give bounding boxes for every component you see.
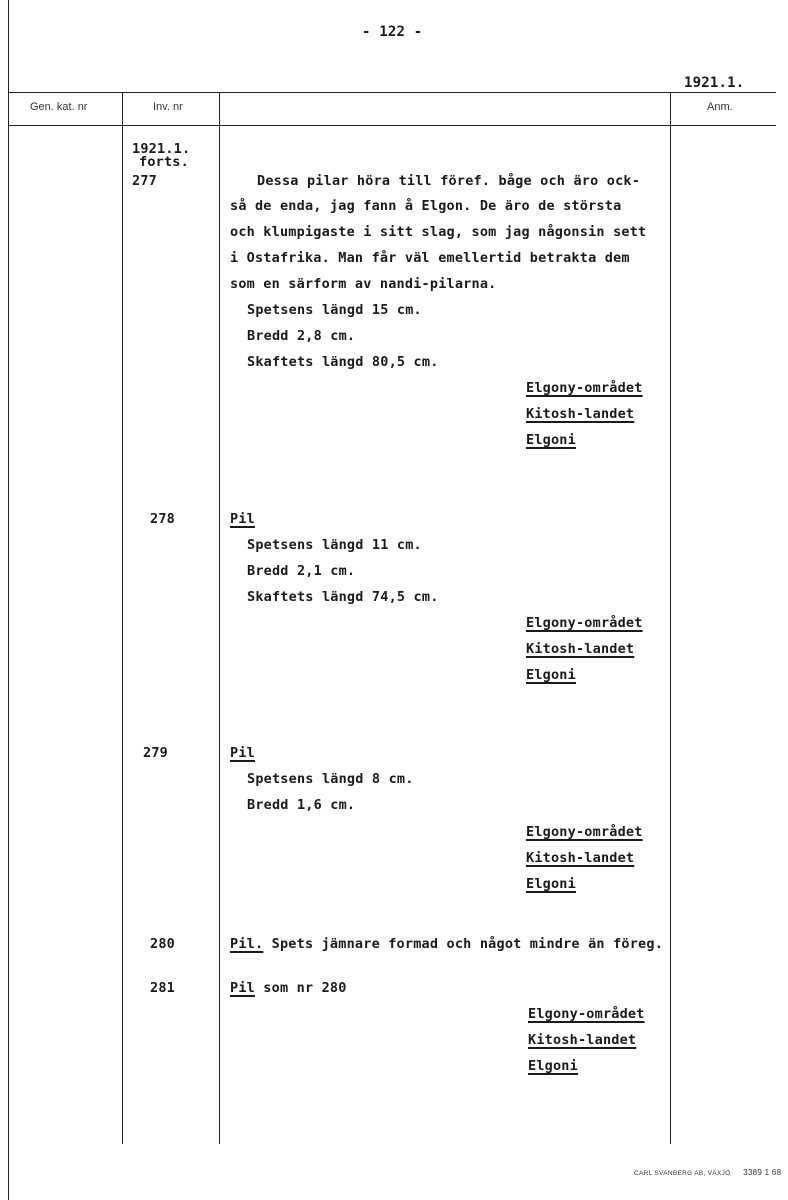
measure-277-shaft: Skaftets längd 80,5 cm. bbox=[247, 354, 439, 370]
measure-277-length: Spetsens längd 15 cm. bbox=[247, 302, 422, 318]
year-header: 1921.1. bbox=[684, 75, 745, 91]
desc-277-line-1: Dessa pilar höra till föref. båge och äro ock- bbox=[257, 173, 641, 189]
locality-278-region: Elgony-området bbox=[526, 615, 643, 631]
title-280: Pil. bbox=[230, 936, 264, 952]
measure-279-length: Spetsens längd 8 cm. bbox=[247, 771, 414, 787]
locality-281-region: Elgony-området bbox=[528, 1006, 645, 1022]
column-rule-2 bbox=[219, 92, 220, 1144]
locality-277-people: Elgoni bbox=[526, 432, 576, 448]
column-header-inv: Inv. nr bbox=[153, 101, 183, 113]
locality-279-region: Elgony-området bbox=[526, 824, 643, 840]
column-rule-1 bbox=[122, 92, 123, 1144]
desc-280 bbox=[230, 936, 663, 952]
desc-277-line-5: som en särform av nandi-pilarna. bbox=[230, 276, 497, 292]
inv-nr-279: 279 bbox=[143, 745, 168, 761]
header-bottom-rule bbox=[8, 125, 776, 126]
column-header-anm: Anm. bbox=[707, 101, 733, 113]
inv-nr-278: 278 bbox=[150, 511, 175, 527]
inv-year: 1921.1. bbox=[132, 141, 191, 157]
locality-281-land: Kitosh-landet bbox=[528, 1032, 637, 1048]
column-rule-3 bbox=[670, 92, 671, 1144]
title-281: Pil bbox=[230, 980, 255, 996]
form-code: 3389 1 68 bbox=[743, 1168, 782, 1177]
desc-277-line-4: i Ostafrika. Man får väl emellertid betrakta dem bbox=[230, 250, 630, 266]
measure-277-width: Bredd 2,8 cm. bbox=[247, 328, 356, 344]
text-280: Spets jämnare formad och något mindre än föreg. bbox=[263, 936, 664, 952]
left-margin-rule bbox=[8, 0, 9, 1200]
column-header-gen-kat: Gen. kat. nr bbox=[30, 101, 88, 113]
locality-279-land: Kitosh-landet bbox=[526, 850, 635, 866]
header-top-rule bbox=[8, 92, 776, 93]
locality-278-land: Kitosh-landet bbox=[526, 641, 635, 657]
measure-278-shaft: Skaftets längd 74,5 cm. bbox=[247, 589, 439, 605]
text-281: som nr 280 bbox=[254, 980, 347, 996]
printer-imprint bbox=[634, 1160, 781, 1179]
measure-278-width: Bredd 2,1 cm. bbox=[247, 563, 356, 579]
desc-281 bbox=[230, 980, 347, 996]
inv-nr-281: 281 bbox=[150, 980, 175, 996]
locality-279-people: Elgoni bbox=[526, 876, 576, 892]
printer-name: CARL SVANBERG AB, VÄXJÖ bbox=[634, 1170, 731, 1177]
measure-279-width: Bredd 1,6 cm. bbox=[247, 797, 356, 813]
measure-278-length: Spetsens längd 11 cm. bbox=[247, 537, 422, 553]
title-278: Pil bbox=[230, 511, 255, 527]
page-number: - 122 - bbox=[362, 24, 423, 40]
locality-281-people: Elgoni bbox=[528, 1058, 578, 1074]
inv-nr-280: 280 bbox=[150, 936, 175, 952]
locality-278-people: Elgoni bbox=[526, 667, 576, 683]
desc-277-line-2: så de enda, jag fann å Elgon. De äro de största bbox=[230, 198, 622, 214]
inv-nr-277: 277 bbox=[132, 173, 157, 189]
desc-277-line-3: och klumpigaste i sitt slag, som jag någonsin sett bbox=[230, 224, 647, 240]
inv-forts: forts. bbox=[139, 154, 189, 170]
title-279: Pil bbox=[230, 745, 255, 761]
locality-277-region: Elgony-området bbox=[526, 380, 643, 396]
locality-277-land: Kitosh-landet bbox=[526, 406, 635, 422]
